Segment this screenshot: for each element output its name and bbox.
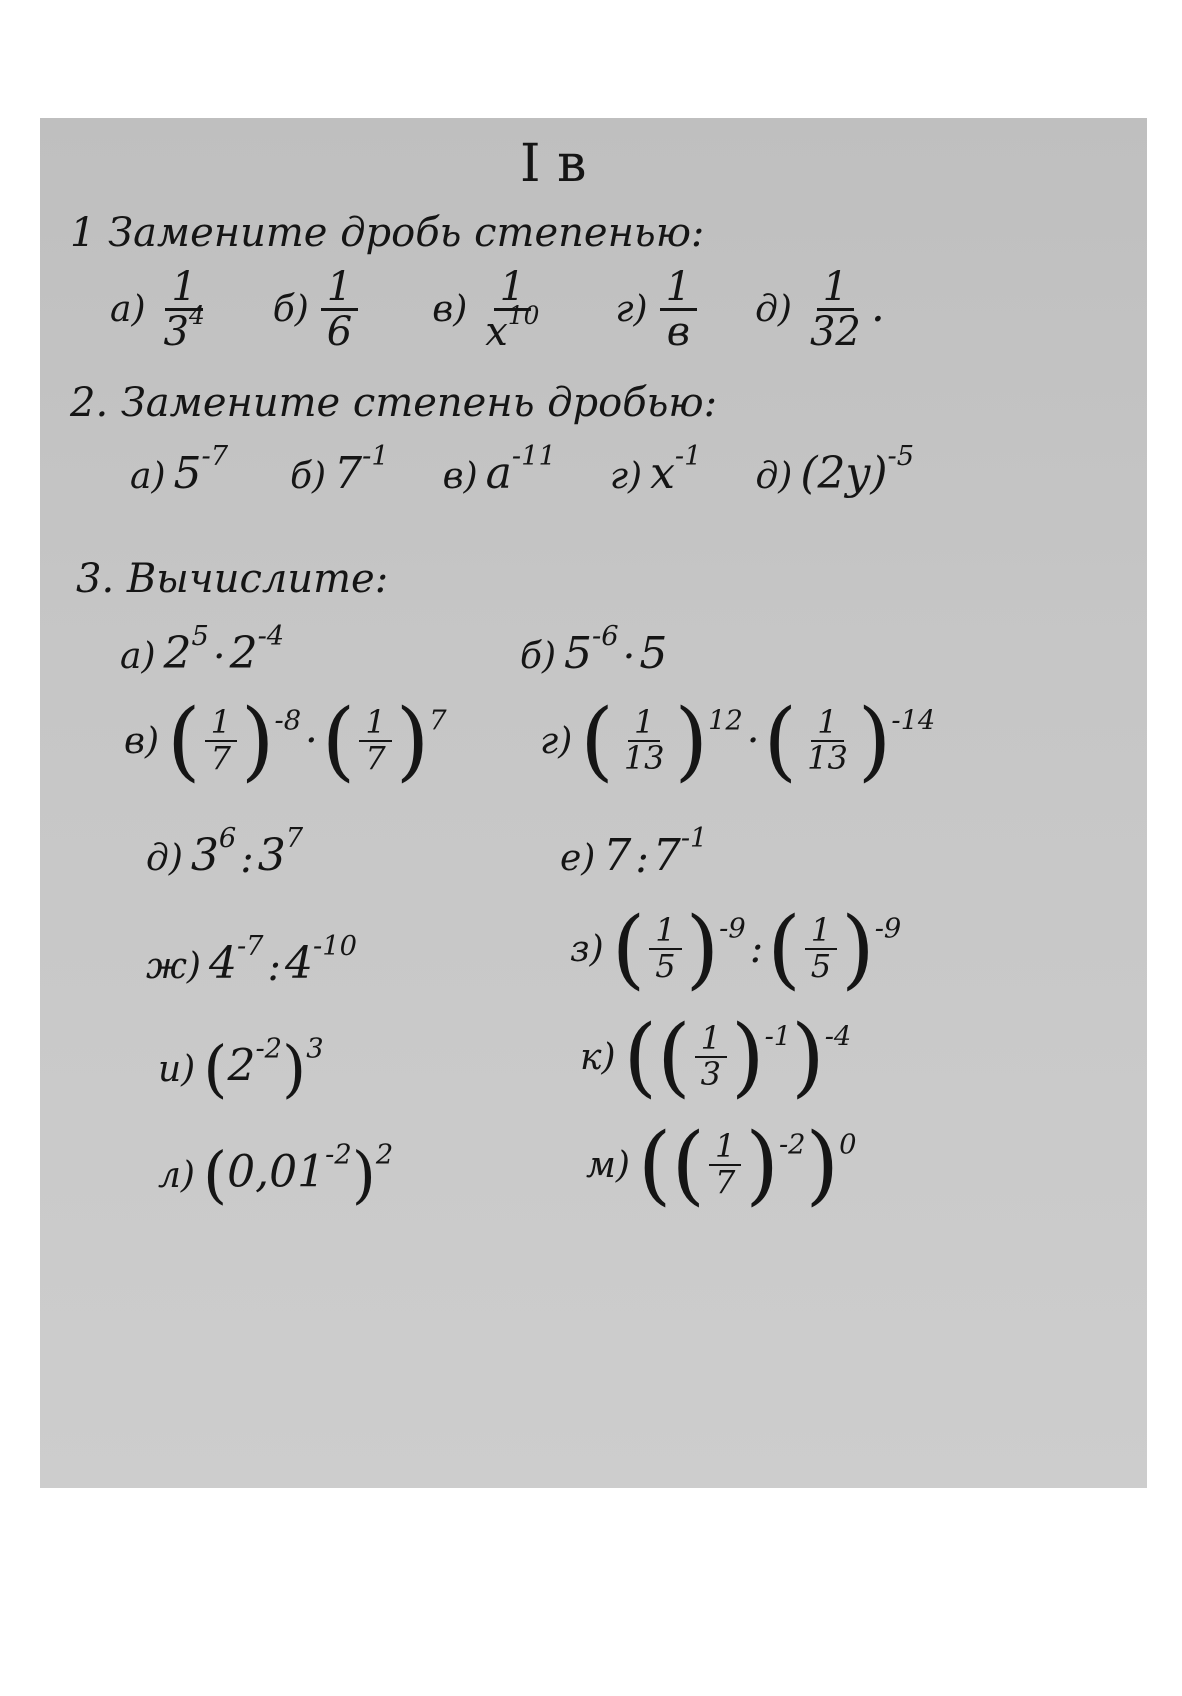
task2-items — [130, 440, 915, 499]
task3-item-v: в)( $\frac{1}{7}$ )$^{-8}$ ·( $\frac{1}{7}$ )$^7$ — [124, 691, 447, 791]
task3-item-e: е) 7 $:7^{-1}$ — [560, 822, 708, 882]
task1-item-v: в) $\frac{1}{x^{10}}$ — [432, 264, 540, 355]
task3-item-m: м)(( $\frac{1}{7}$ )$^{-2}$)$^0$ — [586, 1115, 857, 1215]
task3-item-z: з)( $\frac{1}{5}$ )$^{-9}$ :( $\frac{1}{5}$ )$^{-9}$ — [570, 899, 902, 999]
task2-item-b: б) $7^{-1}$ — [290, 440, 389, 499]
task3-item-g: г)( $\frac{1}{13}$ )$^{12}$ ·( $\frac{1}{13}$ )$^{-14}$ — [540, 691, 936, 791]
task2-item-v: в) $a^{-11}$ — [442, 440, 556, 499]
task1-item-g: г) $\frac{1}{в}$ — [615, 281, 715, 332]
task1-items — [110, 266, 885, 353]
task3-item-b: б) $5^{-6} \cdot 5$ — [520, 620, 668, 680]
variant-title: I в — [520, 134, 587, 194]
task1-heading: 1 Замените дробь степенью: — [70, 210, 705, 256]
task3-item-a: а) $2^5 \cdot 2^{-4}$ — [120, 620, 285, 680]
task1-item-a: а) $\frac{1}{3^4}$ — [110, 264, 205, 355]
task1-item-b: б) $\frac{1}{6}$ — [273, 281, 376, 332]
task3-item-l: л) $(0,01^{-2})^2$ — [158, 1138, 394, 1211]
task2-item-a: а) $5^{-7}$ — [130, 440, 229, 499]
task2-item-g: г) $x^{-1}$ — [609, 440, 702, 499]
task3-item-k: к)(( $\frac{1}{3}$ )$^{-1}$)$^{-4}$ — [580, 1007, 852, 1107]
worksheet-paper — [40, 118, 1147, 1488]
task3-item-i: и) $(2^{-2})^3$ — [158, 1032, 324, 1105]
task3-heading: 3. Вычислите: — [76, 556, 389, 602]
task1-item-d: д) $\frac{1}{32}$ . — [755, 264, 885, 355]
task2-item-d: д) $(2y)^{-5}$ — [755, 440, 915, 499]
task2-heading: 2. Замените степень дробью: — [70, 380, 718, 426]
task3-item-zh: ж) $4^{-7}$ $:4^{-10}$ — [146, 930, 357, 990]
task3-item-d: д) $3^6$ $:3^7$ — [146, 822, 304, 882]
